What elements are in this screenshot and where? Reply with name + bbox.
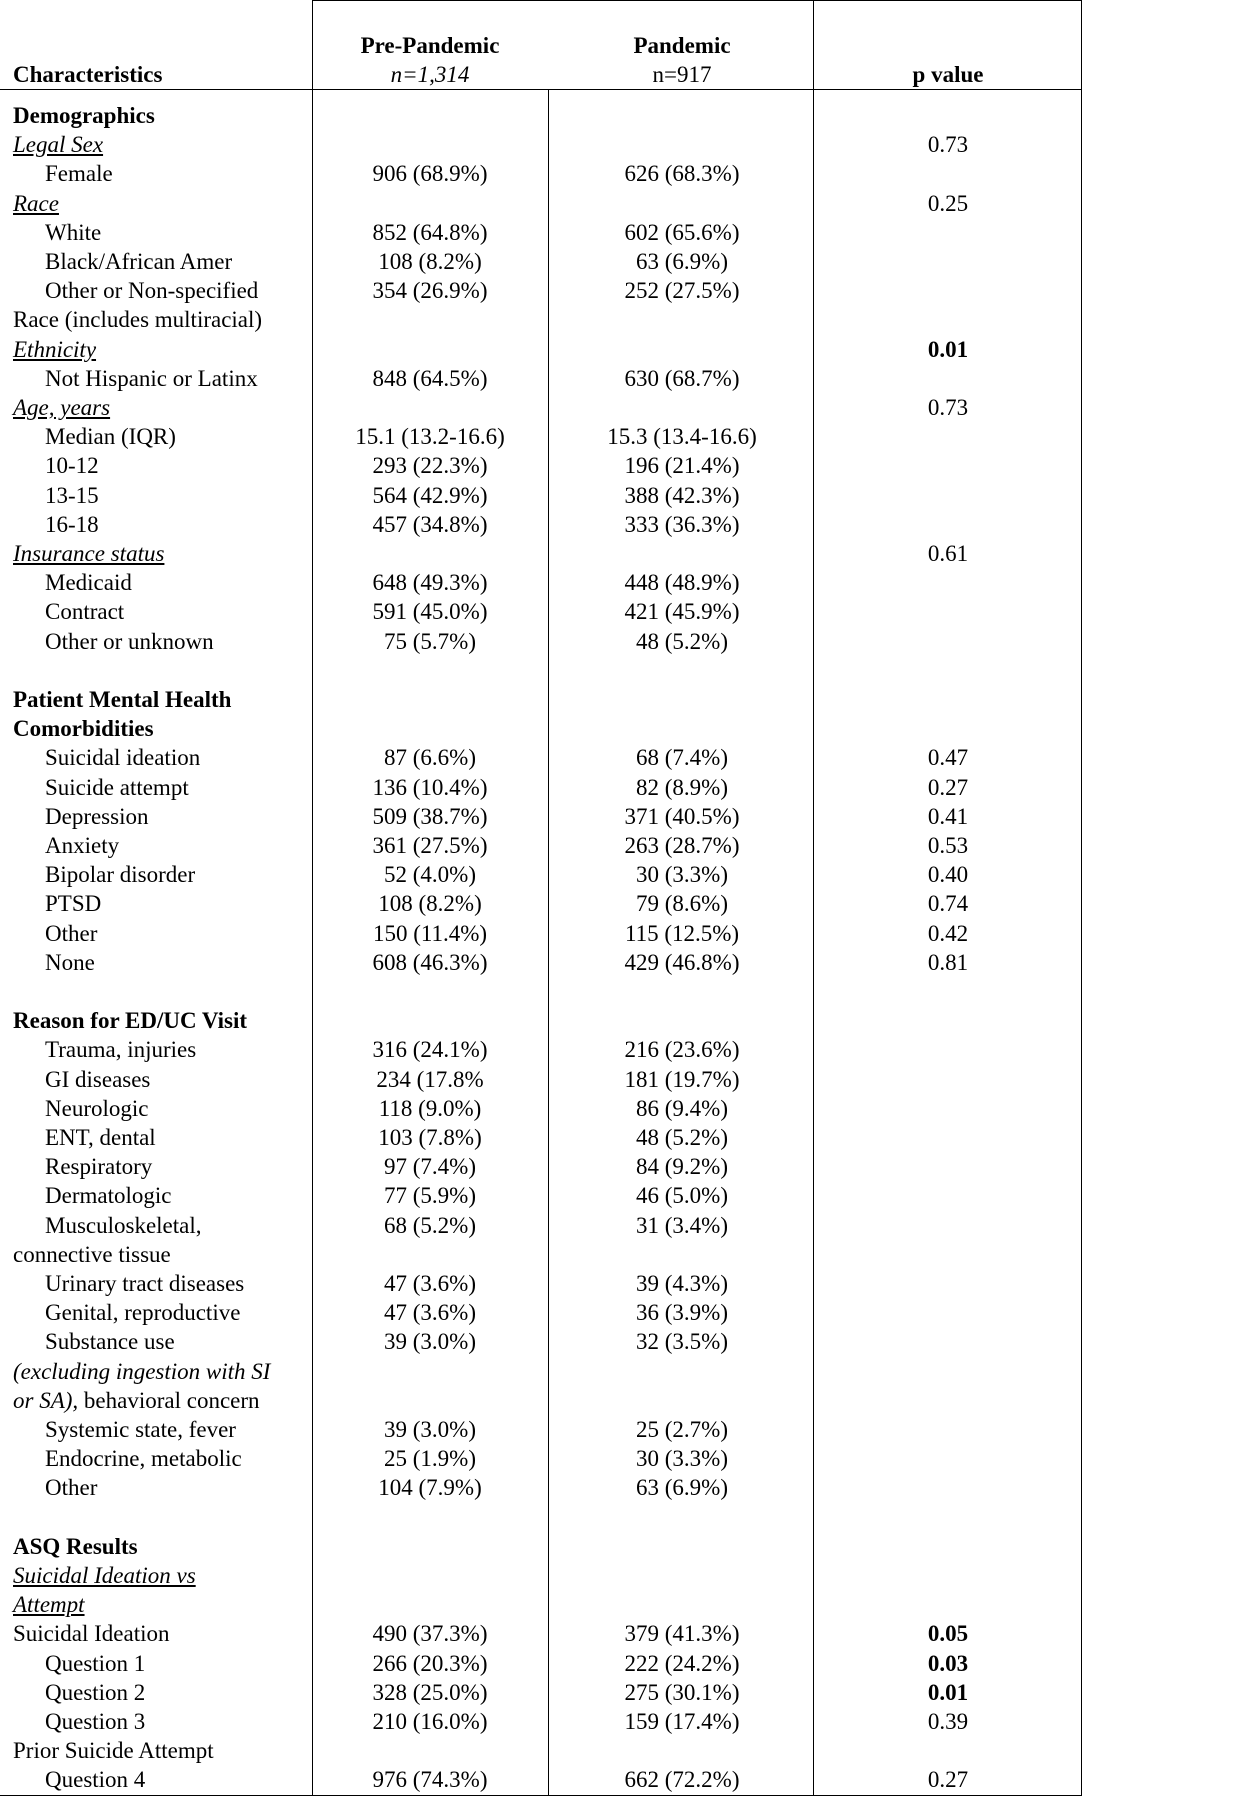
pandemic-value: 196 (21.4%) [624, 453, 740, 479]
pre-pandemic-value: 25 (1.9%) [384, 1446, 476, 1472]
pandemic-value: 275 (30.1%) [624, 1679, 740, 1705]
pre-pandemic-value: 39 (3.0%) [384, 1417, 476, 1442]
row-label: Female [45, 161, 113, 187]
pandemic-value: 25 (2.7%) [636, 1417, 728, 1442]
row-label: Medicaid [45, 570, 132, 596]
pre-pandemic-value: 490 (37.3%) [372, 1621, 488, 1647]
p-value: 0.25 [927, 190, 969, 216]
row-label: Substance use [45, 1329, 175, 1355]
pandemic-value: 68 (7.4%) [636, 745, 728, 771]
pandemic-value: 602 (65.6%) [624, 219, 740, 245]
pandemic-value: 115 (12.5%) [624, 920, 740, 946]
row-label: Musculoskeletal, [45, 1212, 202, 1238]
pandemic-value: 86 (9.4%) [636, 1095, 728, 1121]
header-bottom-border [0, 89, 1082, 90]
pre-pandemic-value: 97 (7.4%) [384, 1154, 476, 1180]
row-label: Age, years [13, 395, 111, 420]
row-label: Anxiety [45, 833, 120, 858]
row-label: Systemic state, fever [45, 1417, 236, 1442]
pre-pandemic-value: 210 (16.0%) [372, 1709, 488, 1734]
row-label: GI diseases [45, 1066, 151, 1092]
row-label: Median (IQR) [45, 424, 176, 450]
row-label: Question 3 [45, 1709, 146, 1734]
pandemic-value: 31 (3.4%) [636, 1212, 728, 1238]
p-value: 0.61 [927, 541, 969, 566]
pandemic-value: 82 (8.9%) [636, 774, 728, 800]
pre-pandemic-value: 15.1 (13.2-16.6) [355, 424, 505, 450]
bottom-border [0, 1795, 1082, 1796]
pre-pandemic-value: 68 (5.2%) [384, 1212, 476, 1238]
pre-pandemic-value: 108 (8.2%) [378, 249, 482, 274]
pre-pandemic-value: 87 (6.6%) [384, 745, 476, 771]
pandemic-value: 181 (19.7%) [624, 1066, 740, 1092]
pandemic-value: 46 (5.0%) [636, 1183, 728, 1209]
pandemic-value: 252 (27.5%) [624, 278, 740, 304]
pandemic-value: 448 (48.9%) [624, 570, 740, 596]
pre-pandemic-value: 564 (42.9%) [372, 482, 488, 508]
row-label: ASQ Results [13, 1533, 138, 1559]
pandemic-value: 379 (41.3%) [624, 1621, 740, 1647]
pandemic-value: 63 (6.9%) [636, 1475, 728, 1501]
border-between-periods [548, 90, 549, 1796]
pre-pandemic-value: 293 (22.3%) [372, 453, 488, 479]
pandemic-value: 84 (9.2%) [636, 1154, 728, 1180]
header-pre-pandemic-n-text: n=1,314 [390, 62, 470, 87]
header-p-value: p value [912, 62, 984, 87]
pre-pandemic-value: 509 (38.7%) [372, 803, 488, 829]
pre-pandemic-value: 591 (45.0%) [372, 599, 488, 625]
row-label: Other [45, 920, 98, 946]
row-label: Question 4 [45, 1767, 146, 1793]
row-label: 16-18 [45, 511, 99, 537]
row-label: Neurologic [45, 1095, 149, 1121]
row-label: Ethnicity [13, 336, 97, 362]
row-label: Endocrine, metabolic [45, 1446, 242, 1472]
pre-pandemic-value: 266 (20.3%) [372, 1650, 488, 1676]
header-pandemic-n: n=917 [652, 62, 712, 87]
border-right [1081, 0, 1082, 1796]
row-label: Dermatologic [45, 1183, 172, 1209]
pre-pandemic-value: 976 (74.3%) [372, 1767, 488, 1793]
p-value: 0.01 [927, 336, 969, 362]
pandemic-value: 222 (24.2%) [624, 1650, 740, 1676]
pandemic-value: 388 (42.3%) [624, 482, 740, 508]
p-value: 0.73 [927, 395, 969, 420]
pandemic-value: 216 (23.6%) [624, 1037, 740, 1063]
pandemic-value: 421 (45.9%) [624, 599, 740, 625]
pandemic-value: 15.3 (13.4-16.6) [607, 424, 757, 450]
pre-pandemic-value: 75 (5.7%) [384, 628, 476, 654]
row-label: 10-12 [45, 453, 99, 479]
row-label: ENT, dental [45, 1125, 156, 1150]
p-value: 0.27 [927, 774, 969, 800]
pandemic-value: 48 (5.2%) [636, 1125, 728, 1150]
row-label: Comorbidities [13, 716, 154, 742]
header-characteristics: Characteristics [13, 62, 163, 87]
pre-pandemic-value: 457 (34.8%) [372, 511, 488, 537]
pre-pandemic-value: 234 (17.8% [376, 1066, 484, 1092]
row-label: Prior Suicide Attempt [13, 1738, 214, 1764]
pre-pandemic-value: 103 (7.8%) [378, 1125, 482, 1150]
row-label: Trauma, injuries [45, 1037, 197, 1063]
row-label: Legal Sex [13, 132, 104, 158]
row-label: Other or unknown [45, 628, 214, 654]
row-label: Patient Mental Health [13, 687, 232, 712]
row-label: Black/African Amer [45, 249, 233, 274]
pre-pandemic-value: 608 (46.3%) [372, 949, 488, 975]
pre-pandemic-value: 136 (10.4%) [372, 774, 488, 800]
pre-pandemic-value: 328 (25.0%) [372, 1679, 488, 1705]
row-label: connective tissue [13, 1241, 171, 1267]
p-value: 0.42 [927, 920, 969, 946]
pre-pandemic-value: 848 (64.5%) [372, 365, 488, 391]
pre-pandemic-value: 39 (3.0%) [384, 1329, 476, 1355]
pre-pandemic-value: 354 (26.9%) [372, 278, 488, 304]
row-label: PTSD [45, 891, 102, 917]
pre-pandemic-value: 361 (27.5%) [372, 833, 488, 858]
p-value: 0.39 [927, 1709, 969, 1734]
pandemic-value: 30 (3.3%) [636, 862, 728, 888]
p-value: 0.05 [927, 1621, 969, 1647]
pre-pandemic-value: 906 (68.9%) [372, 161, 488, 187]
row-label: Urinary tract diseases [45, 1271, 245, 1296]
row-label-plain-part: behavioral concern [78, 1387, 260, 1413]
pre-pandemic-value: 47 (3.6%) [384, 1300, 476, 1326]
pre-pandemic-value: 108 (8.2%) [378, 891, 482, 917]
pandemic-value: 626 (68.3%) [624, 161, 740, 187]
header-pre-pandemic-n [312, 60, 548, 89]
pandemic-value: 32 (3.5%) [636, 1329, 728, 1355]
row-label: Question 1 [45, 1650, 146, 1676]
pre-pandemic-value: 52 (4.0%) [384, 862, 476, 888]
pandemic-value: 263 (28.7%) [624, 833, 740, 858]
row-label: Respiratory [45, 1154, 153, 1180]
pre-pandemic-value: 77 (5.9%) [384, 1183, 476, 1209]
p-value: 0.73 [927, 132, 969, 158]
row-label: Suicidal ideation [45, 745, 201, 771]
pre-pandemic-value: 852 (64.8%) [372, 219, 488, 245]
row-label: Other or Non-specified [45, 278, 259, 304]
border-left-pvalue [813, 0, 814, 1796]
row-label: Depression [45, 803, 149, 829]
p-value: 0.47 [927, 745, 969, 771]
row-label: Attempt [13, 1592, 85, 1618]
header-pandemic: Pandemic [633, 33, 731, 58]
row-label: (excluding ingestion with SI [13, 1358, 271, 1384]
pre-pandemic-value: 118 (9.0%) [378, 1095, 482, 1121]
pandemic-value: 79 (8.6%) [636, 891, 728, 917]
pandemic-value: 429 (46.8%) [624, 949, 740, 975]
row-label: Demographics [13, 103, 155, 128]
pandemic-value: 333 (36.3%) [624, 511, 740, 537]
row-label: Suicidal Ideation vs [13, 1563, 196, 1588]
pandemic-value: 630 (68.7%) [624, 365, 740, 391]
p-value: 0.27 [927, 1767, 969, 1793]
pandemic-value: 39 (4.3%) [636, 1271, 728, 1296]
row-label: Not Hispanic or Latinx [45, 365, 258, 391]
p-value: 0.40 [927, 862, 969, 888]
pre-pandemic-value: 648 (49.3%) [372, 570, 488, 596]
p-value: 0.74 [927, 891, 969, 917]
row-label: Race [13, 190, 59, 216]
pre-pandemic-value: 316 (24.1%) [372, 1037, 488, 1063]
row-label: Race (includes multiracial) [13, 307, 263, 333]
p-value: 0.01 [927, 1679, 969, 1705]
row-label: Genital, reproductive [45, 1300, 241, 1326]
row-label: Contract [45, 599, 125, 625]
row-label [13, 1386, 260, 1415]
pandemic-value: 48 (5.2%) [636, 628, 728, 654]
p-value: 0.41 [927, 803, 969, 829]
row-label-italic-part: or SA), [13, 1387, 79, 1413]
pre-pandemic-value: 150 (11.4%) [372, 920, 488, 946]
row-label: White [45, 219, 102, 245]
row-label: 13-15 [45, 482, 99, 508]
header-pre-pandemic: Pre-Pandemic [360, 33, 500, 58]
pandemic-value: 371 (40.5%) [624, 803, 740, 829]
row-label: Suicidal Ideation [13, 1621, 170, 1647]
top-border [312, 0, 1082, 1]
pandemic-value: 30 (3.3%) [636, 1446, 728, 1472]
pre-pandemic-value: 104 (7.9%) [378, 1475, 482, 1501]
row-label: Other [45, 1475, 98, 1501]
p-value: 0.03 [927, 1650, 969, 1676]
pandemic-value: 662 (72.2%) [624, 1767, 740, 1793]
row-label: Insurance status [13, 541, 165, 566]
row-label: None [45, 949, 95, 975]
pre-pandemic-value: 47 (3.6%) [384, 1271, 476, 1296]
p-value: 0.81 [927, 949, 969, 975]
p-value: 0.53 [927, 833, 969, 858]
pandemic-value: 63 (6.9%) [636, 249, 728, 274]
row-label: Suicide attempt [45, 774, 189, 800]
row-label: Bipolar disorder [45, 862, 196, 888]
row-label: Reason for ED/UC Visit [13, 1008, 248, 1034]
pandemic-value: 159 (17.4%) [624, 1709, 740, 1734]
pandemic-value: 36 (3.9%) [636, 1300, 728, 1326]
row-label: Question 2 [45, 1679, 146, 1705]
